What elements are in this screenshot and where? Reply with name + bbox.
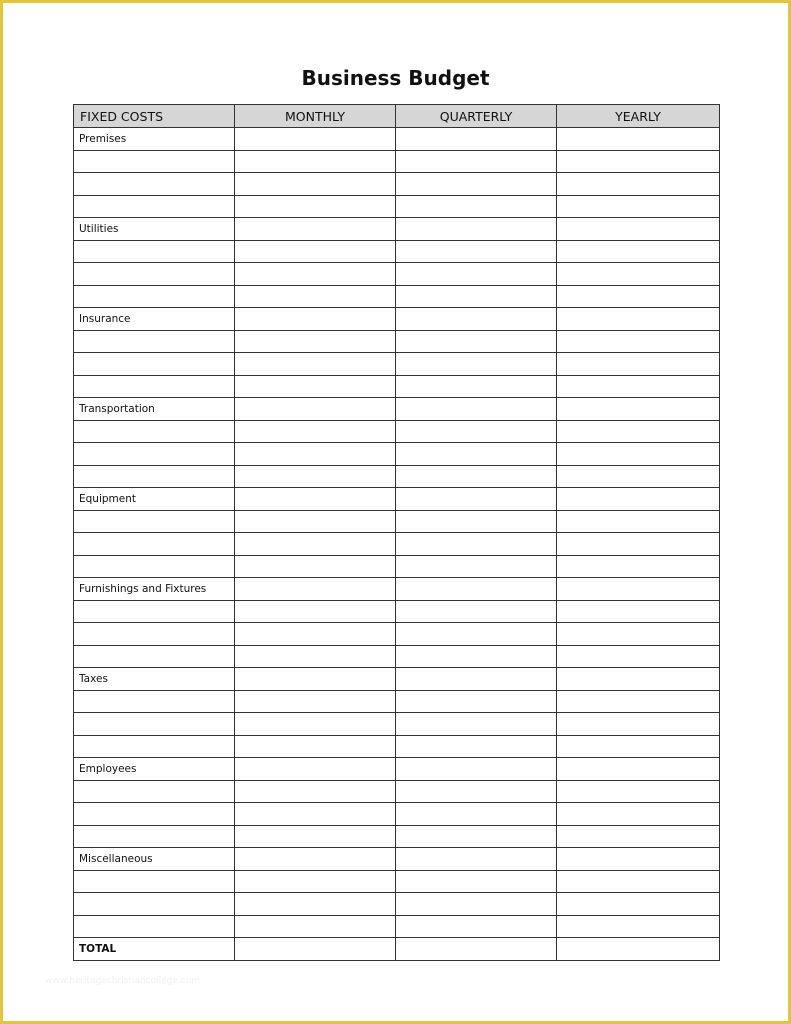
yearly-cell[interactable] bbox=[557, 533, 720, 556]
quarterly-cell[interactable] bbox=[396, 825, 557, 848]
monthly-cell[interactable] bbox=[235, 848, 396, 871]
monthly-cell[interactable] bbox=[235, 555, 396, 578]
yearly-cell[interactable] bbox=[557, 713, 720, 736]
yearly-cell[interactable] bbox=[557, 398, 720, 421]
section-row bbox=[74, 758, 720, 781]
cost-label-cell[interactable] bbox=[74, 353, 235, 376]
blank-row bbox=[74, 600, 720, 623]
blank-row bbox=[74, 690, 720, 713]
monthly-cell[interactable] bbox=[235, 915, 396, 938]
cost-label-cell[interactable]: Utilities bbox=[74, 218, 235, 241]
watermark: www.heritagechristiancollege.com bbox=[45, 976, 200, 986]
blank-row bbox=[74, 713, 720, 736]
cost-label-cell[interactable] bbox=[74, 870, 235, 893]
monthly-cell[interactable] bbox=[235, 623, 396, 646]
quarterly-cell[interactable] bbox=[396, 533, 557, 556]
section-row bbox=[74, 398, 720, 421]
quarterly-cell[interactable] bbox=[396, 195, 557, 218]
blank-row bbox=[74, 533, 720, 556]
cost-label-cell[interactable] bbox=[74, 893, 235, 916]
cost-label-cell[interactable] bbox=[74, 915, 235, 938]
cost-label-cell[interactable] bbox=[74, 623, 235, 646]
header-yearly: YEARLY bbox=[557, 105, 720, 128]
quarterly-cell[interactable] bbox=[396, 848, 557, 871]
yearly-cell[interactable] bbox=[557, 803, 720, 826]
yearly-cell[interactable] bbox=[557, 128, 720, 151]
blank-row bbox=[74, 870, 720, 893]
total-row bbox=[74, 938, 720, 961]
cost-label-cell[interactable] bbox=[74, 713, 235, 736]
yearly-cell[interactable] bbox=[557, 218, 720, 241]
yearly-cell[interactable] bbox=[557, 263, 720, 286]
yearly-cell[interactable] bbox=[557, 510, 720, 533]
monthly-cell[interactable] bbox=[235, 578, 396, 601]
quarterly-cell[interactable] bbox=[396, 645, 557, 668]
monthly-cell[interactable] bbox=[235, 600, 396, 623]
blank-row bbox=[74, 780, 720, 803]
cost-label-cell[interactable] bbox=[74, 173, 235, 196]
header-monthly: MONTHLY bbox=[235, 105, 396, 128]
blank-row bbox=[74, 465, 720, 488]
yearly-cell[interactable] bbox=[557, 465, 720, 488]
budget-body bbox=[74, 128, 720, 961]
quarterly-cell[interactable] bbox=[396, 938, 557, 961]
quarterly-cell[interactable] bbox=[396, 285, 557, 308]
quarterly-cell[interactable] bbox=[396, 420, 557, 443]
yearly-cell[interactable] bbox=[557, 285, 720, 308]
yearly-cell[interactable] bbox=[557, 848, 720, 871]
blank-row bbox=[74, 420, 720, 443]
quarterly-cell[interactable] bbox=[396, 240, 557, 263]
cost-label-cell[interactable] bbox=[74, 825, 235, 848]
cost-label-cell[interactable] bbox=[74, 690, 235, 713]
quarterly-cell[interactable] bbox=[396, 510, 557, 533]
monthly-cell[interactable] bbox=[235, 510, 396, 533]
yearly-cell[interactable] bbox=[557, 645, 720, 668]
monthly-cell[interactable] bbox=[235, 128, 396, 151]
blank-row bbox=[74, 330, 720, 353]
cost-label-cell[interactable] bbox=[74, 735, 235, 758]
quarterly-cell[interactable] bbox=[396, 623, 557, 646]
header-row bbox=[74, 105, 720, 128]
monthly-cell[interactable] bbox=[235, 825, 396, 848]
cost-label-cell[interactable] bbox=[74, 420, 235, 443]
monthly-cell[interactable] bbox=[235, 398, 396, 421]
blank-row bbox=[74, 825, 720, 848]
cost-label-cell[interactable]: Equipment bbox=[74, 488, 235, 511]
yearly-cell[interactable] bbox=[557, 330, 720, 353]
blank-row bbox=[74, 150, 720, 173]
blank-row bbox=[74, 173, 720, 196]
cost-label-cell[interactable] bbox=[74, 780, 235, 803]
quarterly-cell[interactable] bbox=[396, 893, 557, 916]
section-row bbox=[74, 668, 720, 691]
quarterly-cell[interactable] bbox=[396, 308, 557, 331]
cost-label-cell[interactable]: Premises bbox=[74, 128, 235, 151]
yearly-cell[interactable] bbox=[557, 240, 720, 263]
cost-label-cell[interactable]: Taxes bbox=[74, 668, 235, 691]
monthly-cell[interactable] bbox=[235, 218, 396, 241]
blank-row bbox=[74, 510, 720, 533]
monthly-cell[interactable] bbox=[235, 713, 396, 736]
yearly-cell[interactable] bbox=[557, 150, 720, 173]
monthly-cell[interactable] bbox=[235, 195, 396, 218]
budget-table bbox=[73, 104, 720, 961]
yearly-cell[interactable] bbox=[557, 420, 720, 443]
blank-row bbox=[74, 555, 720, 578]
blank-row bbox=[74, 375, 720, 398]
blank-row bbox=[74, 803, 720, 826]
quarterly-cell[interactable] bbox=[396, 375, 557, 398]
monthly-cell[interactable] bbox=[235, 645, 396, 668]
cost-label-cell[interactable]: TOTAL bbox=[74, 938, 235, 961]
blank-row bbox=[74, 353, 720, 376]
blank-row bbox=[74, 263, 720, 286]
quarterly-cell[interactable] bbox=[396, 488, 557, 511]
quarterly-cell[interactable] bbox=[396, 330, 557, 353]
quarterly-cell[interactable] bbox=[396, 398, 557, 421]
monthly-cell[interactable] bbox=[235, 173, 396, 196]
yearly-cell[interactable] bbox=[557, 578, 720, 601]
quarterly-cell[interactable] bbox=[396, 443, 557, 466]
yearly-cell[interactable] bbox=[557, 915, 720, 938]
quarterly-cell[interactable] bbox=[396, 668, 557, 691]
monthly-cell[interactable] bbox=[235, 893, 396, 916]
cost-label-cell[interactable] bbox=[74, 533, 235, 556]
quarterly-cell[interactable] bbox=[396, 758, 557, 781]
yearly-cell[interactable] bbox=[557, 735, 720, 758]
cost-label-cell[interactable] bbox=[74, 263, 235, 286]
yearly-cell[interactable] bbox=[557, 443, 720, 466]
yearly-cell[interactable] bbox=[557, 758, 720, 781]
monthly-cell[interactable] bbox=[235, 420, 396, 443]
blank-row bbox=[74, 443, 720, 466]
cost-label-cell[interactable] bbox=[74, 510, 235, 533]
quarterly-cell[interactable] bbox=[396, 735, 557, 758]
monthly-cell[interactable] bbox=[235, 488, 396, 511]
quarterly-cell[interactable] bbox=[396, 915, 557, 938]
monthly-cell[interactable] bbox=[235, 443, 396, 466]
yearly-cell[interactable] bbox=[557, 893, 720, 916]
cost-label-cell[interactable] bbox=[74, 465, 235, 488]
quarterly-cell[interactable] bbox=[396, 128, 557, 151]
blank-row bbox=[74, 645, 720, 668]
yearly-cell[interactable] bbox=[557, 825, 720, 848]
blank-row bbox=[74, 240, 720, 263]
section-row bbox=[74, 308, 720, 331]
monthly-cell[interactable] bbox=[235, 263, 396, 286]
cost-label-cell[interactable]: Employees bbox=[74, 758, 235, 781]
section-row bbox=[74, 848, 720, 871]
blank-row bbox=[74, 735, 720, 758]
monthly-cell[interactable] bbox=[235, 240, 396, 263]
monthly-cell[interactable] bbox=[235, 690, 396, 713]
yearly-cell[interactable] bbox=[557, 690, 720, 713]
cost-label-cell[interactable]: Furnishings and Fixtures bbox=[74, 578, 235, 601]
section-row bbox=[74, 488, 720, 511]
yearly-cell[interactable] bbox=[557, 780, 720, 803]
monthly-cell[interactable] bbox=[235, 668, 396, 691]
section-row bbox=[74, 578, 720, 601]
yearly-cell[interactable] bbox=[557, 600, 720, 623]
quarterly-cell[interactable] bbox=[396, 780, 557, 803]
cost-label-cell[interactable] bbox=[74, 803, 235, 826]
cost-label-cell[interactable] bbox=[74, 150, 235, 173]
quarterly-cell[interactable] bbox=[396, 803, 557, 826]
monthly-cell[interactable] bbox=[235, 465, 396, 488]
monthly-cell[interactable] bbox=[235, 353, 396, 376]
cost-label-cell[interactable] bbox=[74, 330, 235, 353]
yearly-cell[interactable] bbox=[557, 353, 720, 376]
monthly-cell[interactable] bbox=[235, 533, 396, 556]
cost-label-cell[interactable] bbox=[74, 443, 235, 466]
yearly-cell[interactable] bbox=[557, 173, 720, 196]
yearly-cell[interactable] bbox=[557, 623, 720, 646]
monthly-cell[interactable] bbox=[235, 285, 396, 308]
cost-label-cell[interactable] bbox=[74, 600, 235, 623]
monthly-cell[interactable] bbox=[235, 330, 396, 353]
cost-label-cell[interactable]: Transportation bbox=[74, 398, 235, 421]
page-title: Business Budget bbox=[301, 66, 490, 90]
blank-row bbox=[74, 893, 720, 916]
cost-label-cell[interactable]: Insurance bbox=[74, 308, 235, 331]
cost-label-cell[interactable] bbox=[74, 240, 235, 263]
cost-label-cell[interactable] bbox=[74, 375, 235, 398]
blank-row bbox=[74, 915, 720, 938]
quarterly-cell[interactable] bbox=[396, 218, 557, 241]
monthly-cell[interactable] bbox=[235, 780, 396, 803]
yearly-cell[interactable] bbox=[557, 938, 720, 961]
monthly-cell[interactable] bbox=[235, 308, 396, 331]
quarterly-cell[interactable] bbox=[396, 578, 557, 601]
quarterly-cell[interactable] bbox=[396, 353, 557, 376]
quarterly-cell[interactable] bbox=[396, 555, 557, 578]
yearly-cell[interactable] bbox=[557, 488, 720, 511]
quarterly-cell[interactable] bbox=[396, 600, 557, 623]
monthly-cell[interactable] bbox=[235, 375, 396, 398]
section-row bbox=[74, 218, 720, 241]
yearly-cell[interactable] bbox=[557, 375, 720, 398]
quarterly-cell[interactable] bbox=[396, 713, 557, 736]
monthly-cell[interactable] bbox=[235, 803, 396, 826]
yearly-cell[interactable] bbox=[557, 308, 720, 331]
header-fixed-costs: FIXED COSTS bbox=[74, 105, 235, 128]
yearly-cell[interactable] bbox=[557, 870, 720, 893]
blank-row bbox=[74, 195, 720, 218]
quarterly-cell[interactable] bbox=[396, 465, 557, 488]
cost-label-cell[interactable] bbox=[74, 285, 235, 308]
monthly-cell[interactable] bbox=[235, 938, 396, 961]
cost-label-cell[interactable] bbox=[74, 645, 235, 668]
monthly-cell[interactable] bbox=[235, 150, 396, 173]
quarterly-cell[interactable] bbox=[396, 150, 557, 173]
monthly-cell[interactable] bbox=[235, 735, 396, 758]
monthly-cell[interactable] bbox=[235, 870, 396, 893]
cost-label-cell[interactable]: Miscellaneous bbox=[74, 848, 235, 871]
cost-label-cell[interactable] bbox=[74, 195, 235, 218]
header-quarterly: QUARTERLY bbox=[396, 105, 557, 128]
blank-row bbox=[74, 285, 720, 308]
cost-label-cell[interactable] bbox=[74, 555, 235, 578]
quarterly-cell[interactable] bbox=[396, 263, 557, 286]
monthly-cell[interactable] bbox=[235, 758, 396, 781]
yearly-cell[interactable] bbox=[557, 668, 720, 691]
yearly-cell[interactable] bbox=[557, 195, 720, 218]
quarterly-cell[interactable] bbox=[396, 690, 557, 713]
quarterly-cell[interactable] bbox=[396, 870, 557, 893]
blank-row bbox=[74, 623, 720, 646]
yearly-cell[interactable] bbox=[557, 555, 720, 578]
quarterly-cell[interactable] bbox=[396, 173, 557, 196]
section-row bbox=[74, 128, 720, 151]
